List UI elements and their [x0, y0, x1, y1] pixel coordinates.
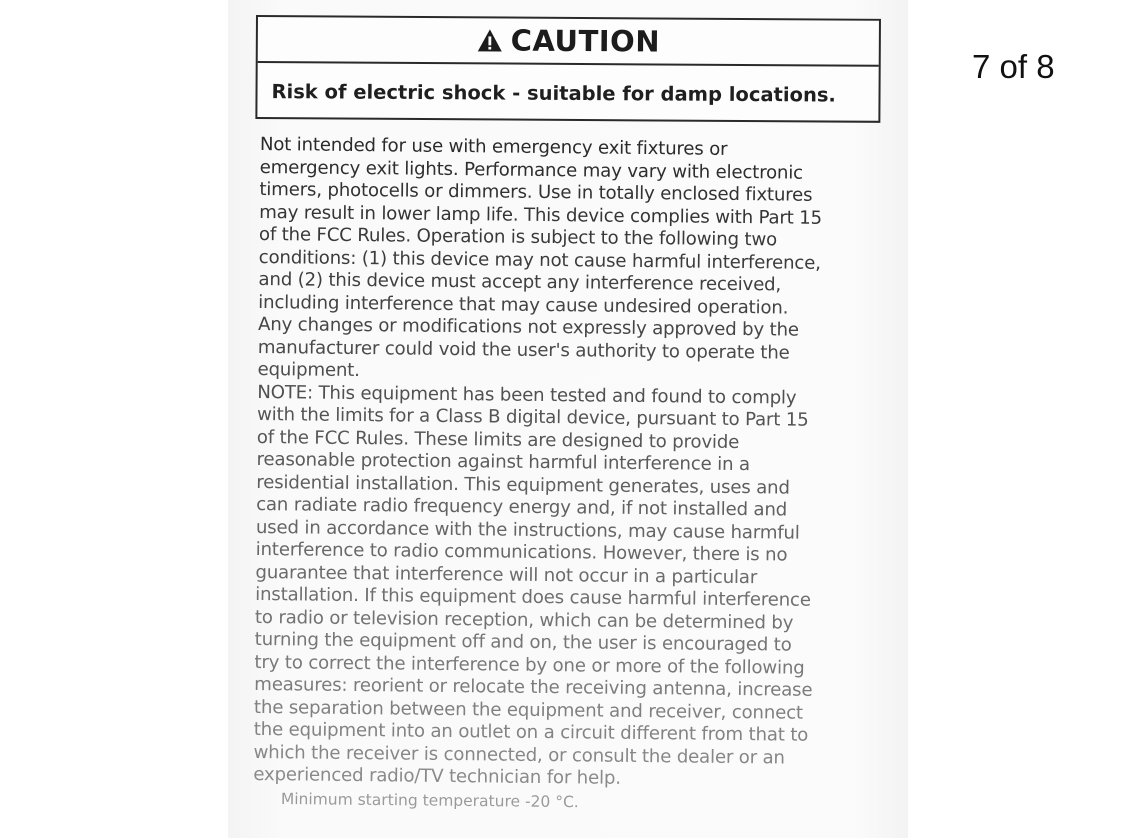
body-line: to radio or television reception, which can be determined by [254, 606, 794, 634]
body-line: the separation between the equipment and receiver, connect [253, 696, 803, 724]
body-line: NOTE: This equipment has been tested and found to comply [257, 381, 797, 409]
body-line: guarantee that interference will not occur in a particular [255, 561, 758, 588]
body-line: manufacturer could void the user's authority to operate the [257, 336, 790, 364]
body-line: interference to radio communications. However, there is no [255, 538, 788, 566]
page-indicator: 7 of 8 [972, 48, 1055, 85]
warning-triangle-icon [477, 28, 503, 52]
body-line: conditions: (1) this device may not cause harmful interference, [258, 246, 821, 274]
body-line: equipment. [257, 358, 360, 382]
body-line: used in accordance with the instructions, may cause harmful [255, 516, 800, 544]
caution-header [258, 17, 879, 67]
body-line: which the receiver is connected, or consult the dealer or an [253, 741, 785, 769]
caution-title: CAUTION [510, 23, 661, 59]
body-line: turning the equipment off and on, the user is encouraged to [254, 628, 792, 656]
body-line: reasonable protection against harmful interference in a [256, 448, 750, 476]
body-line: with the limits for a Class B digital device, pursuant to Part 15 [256, 403, 809, 431]
caution-box [255, 15, 881, 123]
body-line: including interference that may cause undesired operation. [258, 291, 789, 319]
body-line: measures: reorient or relocate the receiving antenna, increase [254, 673, 813, 701]
body-line: try to correct the interference by one or more of the following [254, 651, 805, 679]
body-line: can radiate radio frequency energy and, if not installed and [256, 493, 788, 521]
body-line: experienced radio/TV technician for help. [253, 763, 621, 789]
body-line: may result in lower lamp life. This device complies with Part 15 [259, 201, 823, 229]
body-line: of the FCC Rules. Operation is subject to the following two [258, 223, 778, 251]
body-line: emergency exit lights. Performance may vary with electronic [259, 156, 804, 184]
body-line: Not intended for use with emergency exit fixtures or [259, 134, 728, 160]
body-line: installation. If this equipment does cause harmful interference [255, 583, 811, 611]
body-line: of the FCC Rules. These limits are designed to provide [256, 426, 740, 453]
body-line: and (2) this device must accept any interference received, [258, 268, 782, 296]
body-line: residential installation. This equipment generates, uses and [256, 471, 790, 499]
body-line: the equipment into an outlet on a circuit different from that to [253, 718, 809, 746]
caution-subtitle: Risk of electric shock - suitable for damp locations. [271, 79, 836, 107]
body-line: timers, photocells or dimmers. Use in totally enclosed fixtures [259, 178, 813, 206]
body-line: Any changes or modifications not expressly approved by the [257, 313, 799, 341]
body-text [253, 134, 880, 793]
min-temperature-note: Minimum starting temperature -20 °C. [280, 790, 579, 812]
